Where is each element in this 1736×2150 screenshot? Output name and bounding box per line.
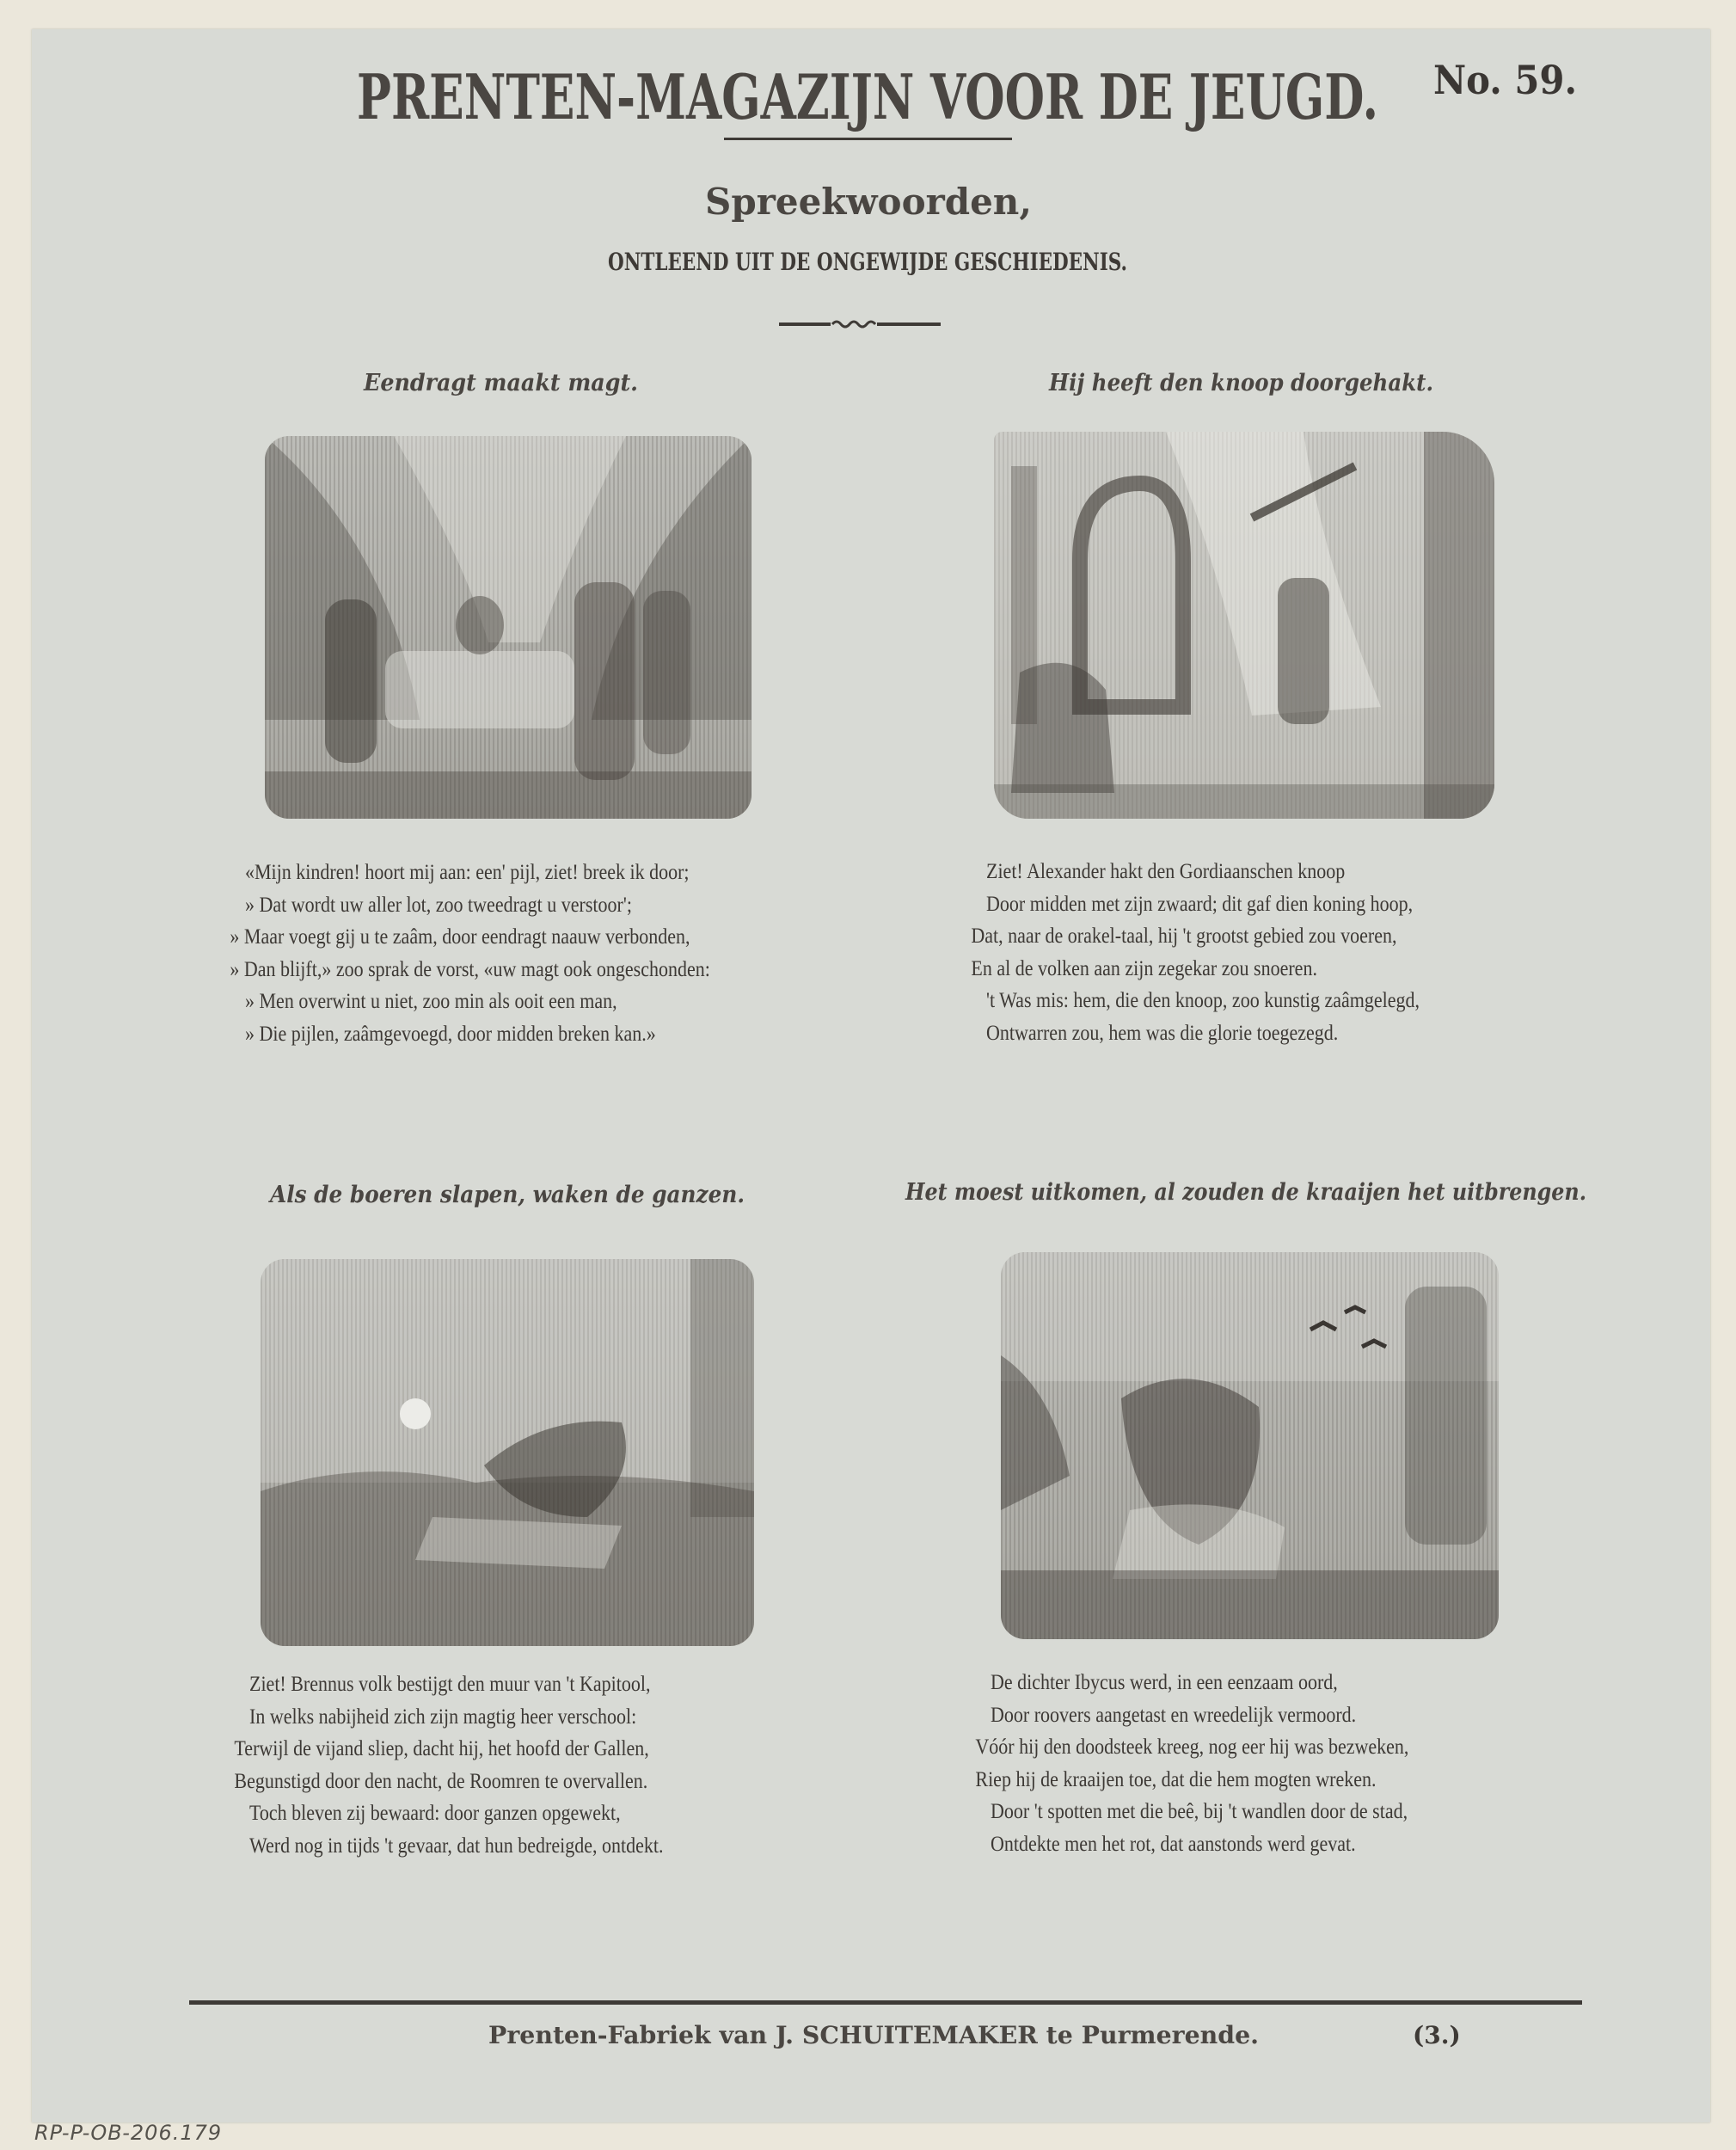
verse-line: Door midden met zijn zwaard; dit gaf dien koning hoop, [986,892,1414,916]
panel-4-verse [975,1667,1409,1860]
footer-rule [189,2000,1582,2005]
illustration-gordian-knot [994,432,1494,819]
title-divider [724,138,1012,140]
catalog-number: RP-P-OB-206.179 [34,2121,223,2145]
panel-4-caption: Het moest uitkomen, al zouden de kraaijen het uitbrengen. [905,1179,1586,1206]
verse-line: » Dat wordt uw aller lot, zoo tweedragt u verstoor'; [245,893,632,917]
verse-line: In welks nabijheid zich zijn magtig heer verschool: [249,1705,637,1729]
verse-line: Dat, naar de orakel-taal, hij 't grootst gebied zou voeren, [971,924,1397,948]
illustration-capitol-geese [261,1259,754,1646]
verse-line: «Mijn kindren! hoort mij aan: een' pijl, ziet! breek ik door; [245,861,690,884]
verse-line: Terwijl de vijand sliep, dacht hij, het hoofd der Gallen, [234,1737,649,1760]
verse-line: Vóór hij den doodsteek kreeg, nog eer hij was bezweken, [975,1735,1409,1759]
verse-line: Ziet! Alexander hakt den Gordiaanschen knoop [986,860,1346,883]
verse-line: Door 't spotten met die beê, bij 't wandlen door de stad, [991,1800,1408,1823]
issue-number: No. 59. [1433,57,1577,103]
illustration-deathbed [265,436,751,819]
verse-line: En al de volken aan zijn zegekar zou snoeren. [971,956,1317,980]
publisher-imprint: Prenten-Fabriek van J. SCHUITEMAKER te Purmerende. [488,2021,1259,2049]
verse-line: Riep hij de kraaijen toe, dat die hem mogten wreken. [975,1767,1377,1791]
verse-line: Door roovers aangetast en wreedelijk vermoord. [991,1703,1357,1727]
verse-line: Ontwarren zou, hem was die glorie toegezegd. [986,1021,1339,1045]
verse-line: Begunstigd door den nacht, de Roomren te overvallen. [234,1769,648,1793]
panel-2-caption: Hij heeft den knoop doorgehakt. [1049,370,1433,396]
verse-line: » Maar voegt gij u te zaâm, door eendragt naauw verbonden, [230,925,690,949]
ornament-divider [779,318,941,329]
panel-1-caption: Eendragt maakt magt. [364,370,638,396]
verse-line: » Dan blijft,» zoo sprak de vorst, «uw magt ook ongeschonden: [230,957,710,981]
verse-line: De dichter Ibycus werd, in een eenzaam oord, [991,1671,1338,1694]
verse-line: » Die pijlen, zaâmgevoegd, door midden breken kan.» [245,1022,656,1046]
panel-1-verse [230,857,710,1050]
verse-line: Ziet! Brennus volk bestijgt den muur van 't Kapitool, [249,1673,651,1696]
verse-line: » Men overwint u niet, zoo min als ooit een man, [245,990,617,1013]
verse-line: 't Was mis: hem, die den knoop, zoo kunstig zaâmgelegd, [986,989,1420,1012]
verse-line: Ontdekte men het rot, dat aanstonds werd gevat. [991,1832,1356,1856]
section-subheading: ONTLEEND UIT DE ONGEWIJDE GESCHIEDENIS. [608,248,1127,276]
panel-2-verse [971,856,1420,1049]
page-title: PRENTEN-MAGAZIJN VOOR DE JEUGD. [357,60,1378,133]
page-number: (3.) [1413,2021,1461,2049]
panel-3-caption: Als de boeren slapen, waken de ganzen. [270,1182,745,1208]
section-title: Spreekwoorden, [705,181,1032,223]
illustration-ibycus-cranes [1001,1252,1499,1639]
verse-line: Werd nog in tijds 't gevaar, dat hun bedreigde, ontdekt. [249,1834,664,1858]
panel-3-verse [234,1668,664,1862]
verse-line: Toch bleven zij bewaard: door ganzen opgewekt, [249,1802,621,1825]
